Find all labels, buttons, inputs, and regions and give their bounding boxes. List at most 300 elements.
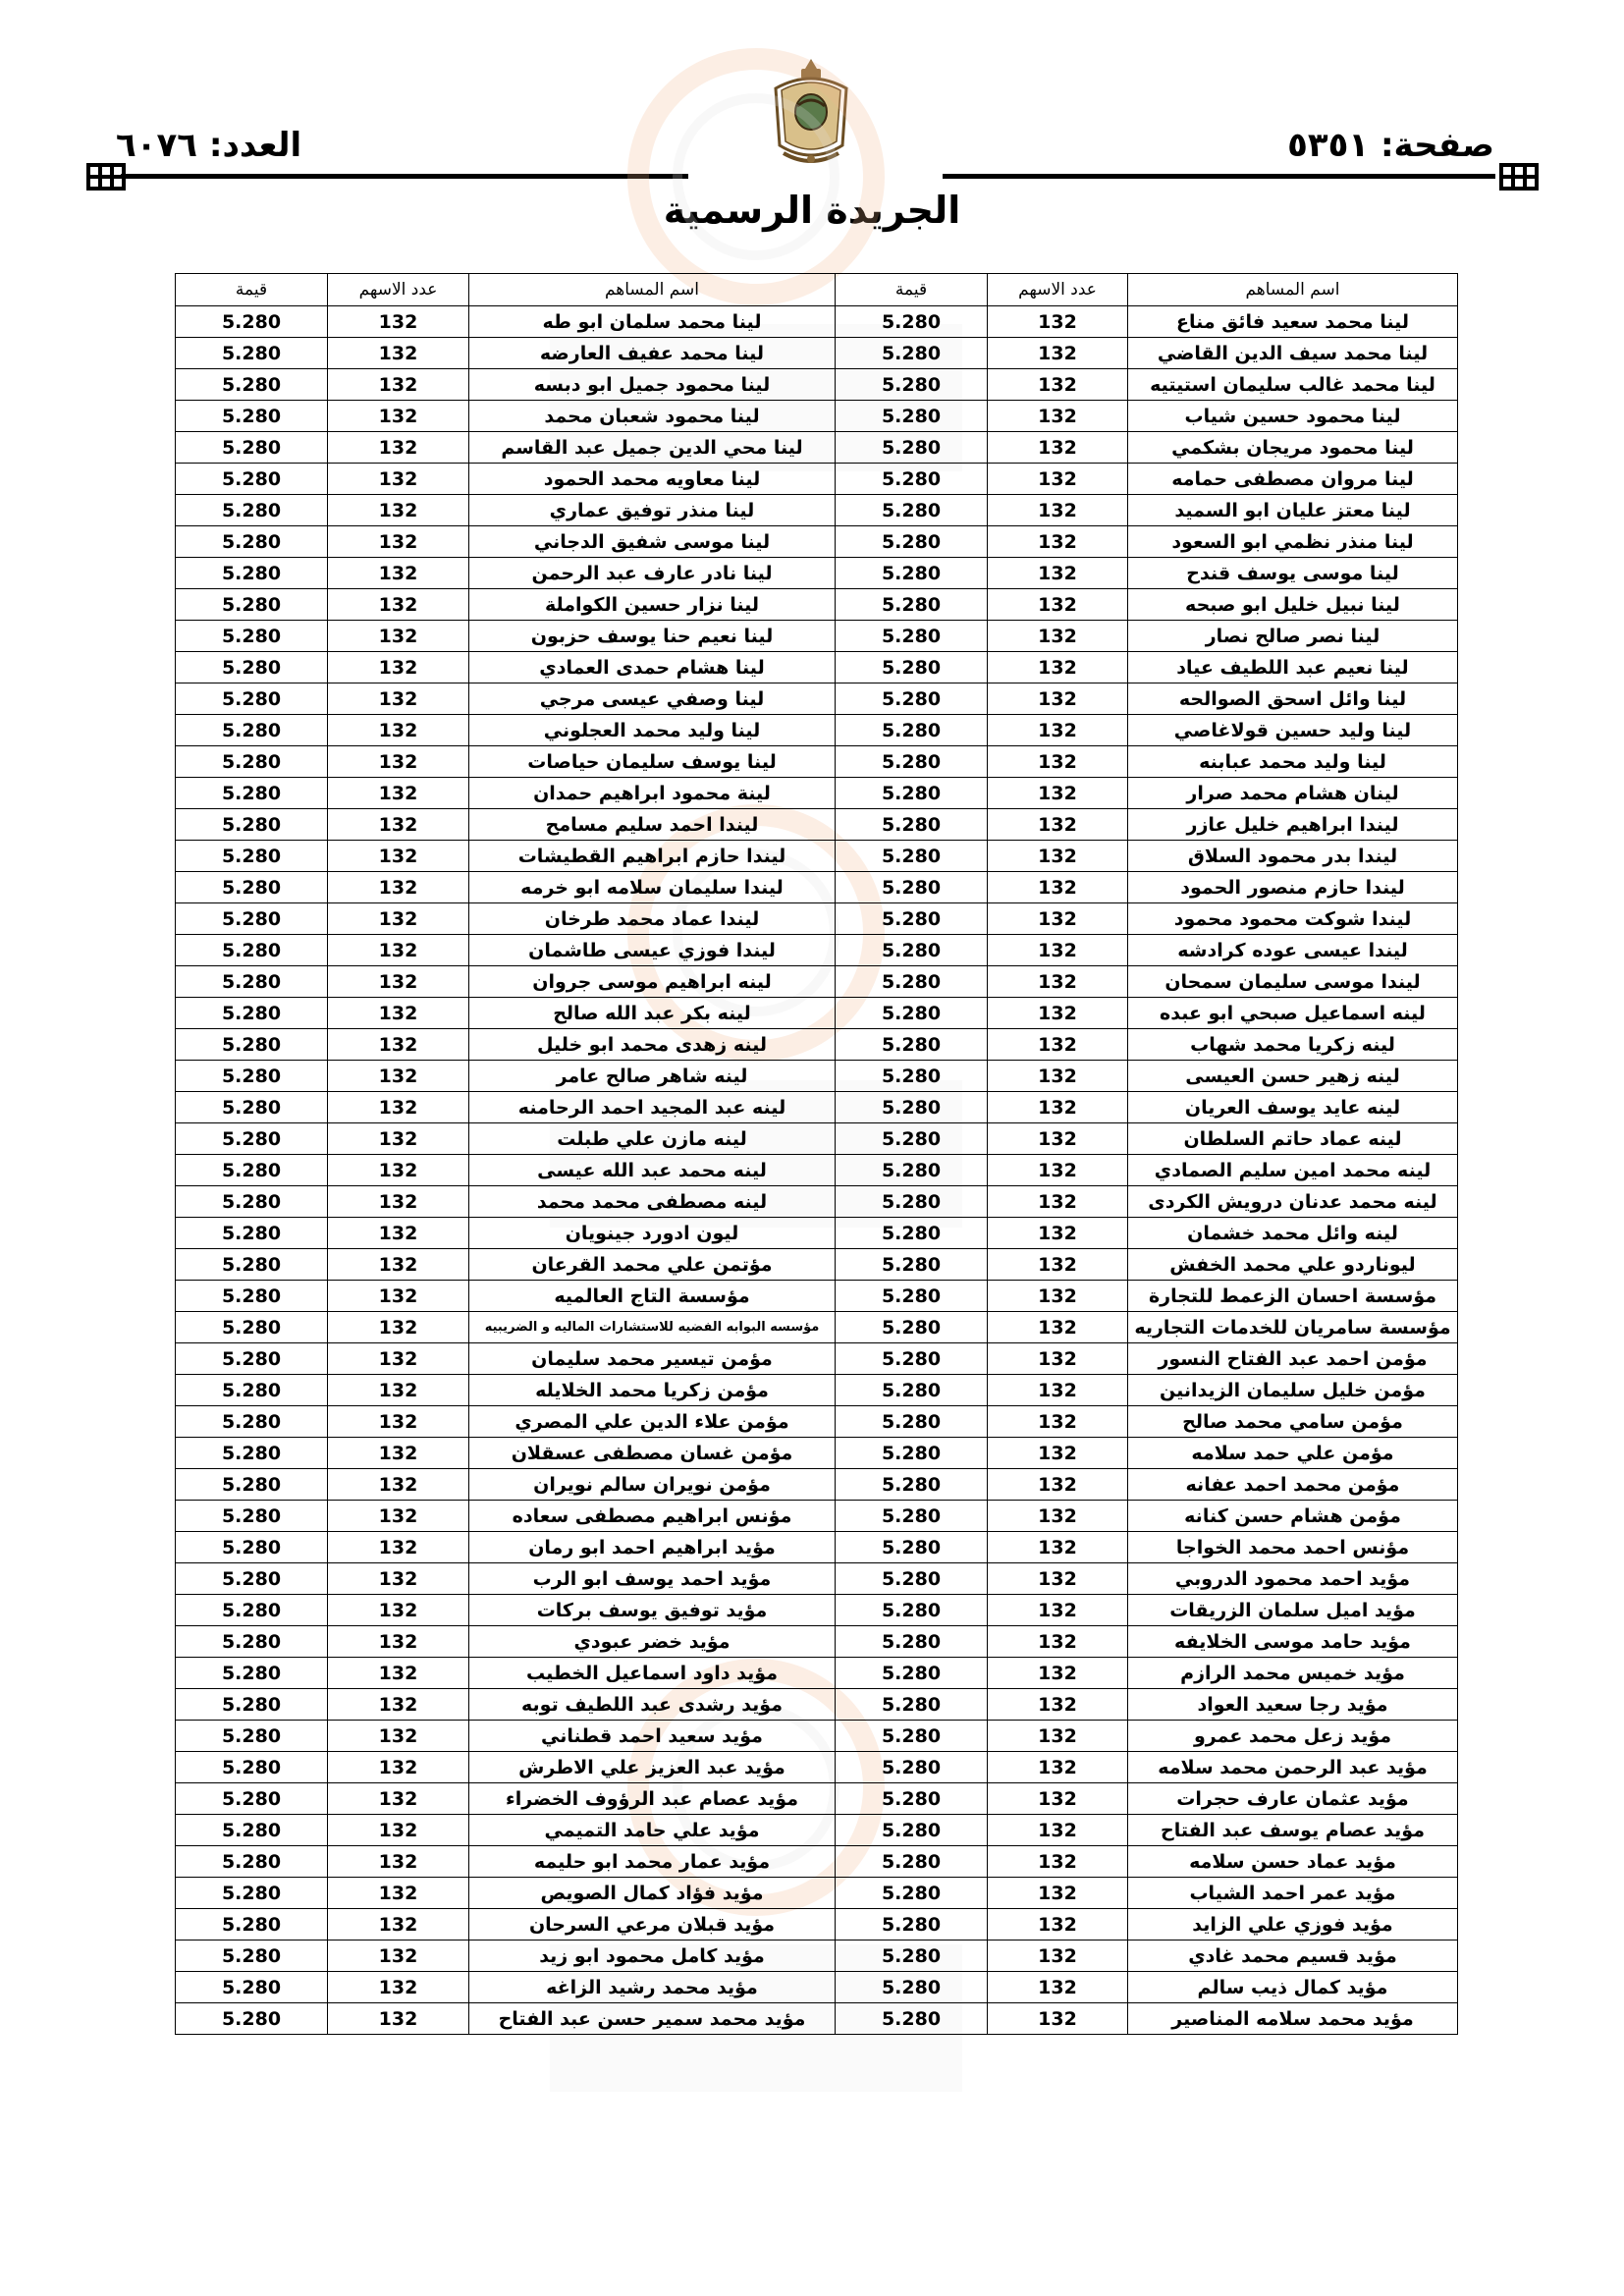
cell-name: ليندا موسى سليمان سمحان (1128, 966, 1458, 998)
cell-name: لينا منذر توفيق عماري (469, 495, 836, 526)
table-row (176, 683, 1458, 715)
cell-name: لينا نبيل خليل ابو صبحه (1128, 589, 1458, 621)
cell-value: 5.280 (836, 935, 988, 966)
cell-name: ليندا شوكت محمود محمود (1128, 903, 1458, 935)
cell-count: 132 (988, 1092, 1128, 1123)
cell-value: 5.280 (176, 1501, 328, 1532)
cell-count: 132 (988, 1909, 1128, 1941)
cell-name: لينه اسماعيل صبحي ابو عبده (1128, 998, 1458, 1029)
table-row (176, 1155, 1458, 1186)
cell-count: 132 (328, 1469, 469, 1501)
cell-name: مؤسسة التاج العالميه (469, 1281, 836, 1312)
cell-name: مؤيد خضر عبودي (469, 1626, 836, 1658)
cell-name: مؤيد عصام يوسف عبد الفتاح (1128, 1815, 1458, 1846)
table-row (176, 1689, 1458, 1721)
cell-name: لينا معاويه محمد الحمود (469, 464, 836, 495)
table-row (176, 841, 1458, 872)
cell-count: 132 (328, 526, 469, 558)
cell-name: لينه زهدى محمد ابو خليل (469, 1029, 836, 1061)
cell-name: مؤيد حامد موسى الخلايفه (1128, 1626, 1458, 1658)
column-header-count: عدد الاسهم (328, 274, 469, 306)
table-row (176, 966, 1458, 998)
table-row (176, 1941, 1458, 1972)
cell-value: 5.280 (836, 1752, 988, 1783)
cell-name: لينه زهير حسن العيسى (1128, 1061, 1458, 1092)
cell-name: لينا محمد سيف الدين القاضي (1128, 338, 1458, 369)
cell-value: 5.280 (836, 1532, 988, 1563)
table-row (176, 589, 1458, 621)
cell-value: 5.280 (836, 1595, 988, 1626)
table-row (176, 903, 1458, 935)
cell-count: 132 (988, 1249, 1128, 1281)
cell-count: 132 (328, 1815, 469, 1846)
table-row (176, 621, 1458, 652)
cell-name: لينه مازن علي طبلت (469, 1123, 836, 1155)
cell-count: 132 (988, 1438, 1128, 1469)
cell-value: 5.280 (176, 306, 328, 338)
cell-value: 5.280 (836, 1878, 988, 1909)
cell-count: 132 (328, 935, 469, 966)
cell-count: 132 (328, 1972, 469, 2003)
cell-name: مؤيد عماد حسن سلامه (1128, 1846, 1458, 1878)
cell-name: مؤسسة سامريان للخدمات التجاريه (1128, 1312, 1458, 1343)
cell-count: 132 (328, 1752, 469, 1783)
cell-name: مؤمن علاء الدين علي المصري (469, 1406, 836, 1438)
cell-value: 5.280 (176, 1218, 328, 1249)
cell-value: 5.280 (836, 809, 988, 841)
cell-count: 132 (328, 1343, 469, 1375)
cell-value: 5.280 (176, 1846, 328, 1878)
cell-count: 132 (988, 1689, 1128, 1721)
cell-count: 132 (328, 872, 469, 903)
cell-count: 132 (988, 715, 1128, 746)
table-row (176, 1783, 1458, 1815)
cell-name: مؤيد ابراهيم احمد ابو رمان (469, 1532, 836, 1563)
cell-count: 132 (328, 1595, 469, 1626)
cell-name: ليون ادورد جينويان (469, 1218, 836, 1249)
cell-count: 132 (988, 1721, 1128, 1752)
cell-name: لينا نصر صالح نصار (1128, 621, 1458, 652)
cell-value: 5.280 (176, 1281, 328, 1312)
cell-value: 5.280 (176, 1563, 328, 1595)
cell-count: 132 (328, 306, 469, 338)
table-row (176, 935, 1458, 966)
cell-value: 5.280 (836, 589, 988, 621)
cell-value: 5.280 (836, 1092, 988, 1123)
cell-count: 132 (328, 1501, 469, 1532)
cell-count: 132 (988, 652, 1128, 683)
cell-count: 132 (328, 809, 469, 841)
cell-value: 5.280 (176, 526, 328, 558)
cell-count: 132 (988, 526, 1128, 558)
cell-value: 5.280 (176, 1438, 328, 1469)
table-row (176, 338, 1458, 369)
cell-value: 5.280 (836, 1123, 988, 1155)
cell-count: 132 (328, 1312, 469, 1343)
cell-value: 5.280 (836, 903, 988, 935)
cell-count: 132 (988, 1941, 1128, 1972)
table-row (176, 1815, 1458, 1846)
cell-count: 132 (988, 903, 1128, 935)
cell-name: مؤيد داود اسماعيل الخطيب (469, 1658, 836, 1689)
issue-number: العدد: ٦٠٧٦ (116, 126, 302, 165)
table-row (176, 1626, 1458, 1658)
cell-name: لينا محمد غالب سليمان استيتيه (1128, 369, 1458, 401)
newspaper-title: الجريدة الرسمية (663, 189, 961, 232)
table-row (176, 401, 1458, 432)
cell-name: مؤيد رجا سعيد العواد (1128, 1689, 1458, 1721)
cell-count: 132 (328, 338, 469, 369)
cell-count: 132 (328, 998, 469, 1029)
cell-name: مؤمن سامي محمد صالح (1128, 1406, 1458, 1438)
cell-name: مؤيد سعيد احمد قطناني (469, 1721, 836, 1752)
cell-count: 132 (988, 1029, 1128, 1061)
cell-count: 132 (988, 432, 1128, 464)
cell-count: 132 (988, 1972, 1128, 2003)
cell-name: ليندا حازم منصور الحمود (1128, 872, 1458, 903)
cell-count: 132 (328, 401, 469, 432)
cell-name: لينه شاهر صالح عامر (469, 1061, 836, 1092)
cell-name: مؤمن نويران سالم نويران (469, 1469, 836, 1501)
cell-name: مؤسسة احسان الزعمط للتجارة (1128, 1281, 1458, 1312)
cell-count: 132 (988, 621, 1128, 652)
table-row (176, 2003, 1458, 2035)
table-row (176, 432, 1458, 464)
cell-name: مؤيد عصام عبد الرؤوف الخضراء (469, 1783, 836, 1815)
cell-count: 132 (988, 1626, 1128, 1658)
cell-name: مؤيد عثمان عارف حجرات (1128, 1783, 1458, 1815)
cell-count: 132 (988, 1846, 1128, 1878)
cell-value: 5.280 (176, 1123, 328, 1155)
cell-count: 132 (328, 1941, 469, 1972)
cell-count: 132 (988, 841, 1128, 872)
cell-value: 5.280 (176, 1532, 328, 1563)
table-row (176, 1249, 1458, 1281)
page-header (0, 0, 1624, 265)
cell-name: لينا محمود شعبان محمد (469, 401, 836, 432)
cell-name: لينان هشام محمد صرار (1128, 778, 1458, 809)
cell-count: 132 (988, 1595, 1128, 1626)
cell-name: ليندا عماد محمد طرخان (469, 903, 836, 935)
cell-value: 5.280 (836, 1563, 988, 1595)
cell-name: لينا وائل اسحق الصوالحه (1128, 683, 1458, 715)
cell-value: 5.280 (176, 432, 328, 464)
cell-value: 5.280 (176, 652, 328, 683)
cell-count: 132 (328, 1563, 469, 1595)
cell-value: 5.280 (836, 464, 988, 495)
cell-name: مؤتمن علي محمد القرعان (469, 1249, 836, 1281)
cell-count: 132 (328, 1721, 469, 1752)
cell-value: 5.280 (836, 1406, 988, 1438)
table-row (176, 872, 1458, 903)
cell-value: 5.280 (176, 589, 328, 621)
cell-name: لينة محمود ابراهيم حمدان (469, 778, 836, 809)
cell-value: 5.280 (836, 1218, 988, 1249)
cell-name: مؤيد عبد العزيز علي الاطرش (469, 1752, 836, 1783)
cell-value: 5.280 (836, 998, 988, 1029)
cell-count: 132 (988, 589, 1128, 621)
cell-name: لينا موسى شفيق الدجاني (469, 526, 836, 558)
cell-count: 132 (988, 1343, 1128, 1375)
cell-count: 132 (988, 1783, 1128, 1815)
table-row (176, 715, 1458, 746)
cell-value: 5.280 (176, 1343, 328, 1375)
cell-value: 5.280 (836, 1689, 988, 1721)
table-row (176, 1595, 1458, 1626)
cell-count: 132 (328, 1658, 469, 1689)
cell-value: 5.280 (176, 1721, 328, 1752)
cell-value: 5.280 (836, 558, 988, 589)
cell-count: 132 (988, 1186, 1128, 1218)
cell-name: لينه محمد عدنان درويش الكردى (1128, 1186, 1458, 1218)
cell-count: 132 (988, 998, 1128, 1029)
cell-value: 5.280 (176, 1815, 328, 1846)
cell-count: 132 (328, 652, 469, 683)
cell-count: 132 (328, 1092, 469, 1123)
cell-value: 5.280 (176, 1029, 328, 1061)
coat-of-arms-icon (764, 55, 858, 173)
cell-name: مؤيد احمد يوسف ابو الرب (469, 1563, 836, 1595)
cell-value: 5.280 (836, 1438, 988, 1469)
cell-name: مؤيد عبد الرحمن محمد سلامه (1128, 1752, 1458, 1783)
cell-count: 132 (328, 369, 469, 401)
table-row (176, 1752, 1458, 1783)
cell-count: 132 (988, 1218, 1128, 1249)
cell-value: 5.280 (836, 683, 988, 715)
cell-value: 5.280 (836, 495, 988, 526)
cell-value: 5.280 (836, 1626, 988, 1658)
cell-value: 5.280 (836, 401, 988, 432)
cell-count: 132 (988, 306, 1128, 338)
cell-count: 132 (988, 558, 1128, 589)
cell-count: 132 (988, 1123, 1128, 1155)
cell-value: 5.280 (836, 1972, 988, 2003)
cell-count: 132 (328, 1375, 469, 1406)
cell-count: 132 (328, 1249, 469, 1281)
cell-name: مؤيد فوزي علي الزايد (1128, 1909, 1458, 1941)
cell-value: 5.280 (176, 1658, 328, 1689)
cell-value: 5.280 (176, 1878, 328, 1909)
cell-value: 5.280 (176, 778, 328, 809)
cell-count: 132 (328, 746, 469, 778)
cell-value: 5.280 (176, 1972, 328, 2003)
cell-value: 5.280 (176, 1155, 328, 1186)
cell-value: 5.280 (836, 1186, 988, 1218)
cell-value: 5.280 (176, 746, 328, 778)
table-row (176, 746, 1458, 778)
cell-value: 5.280 (176, 998, 328, 1029)
cell-name: مؤنس ابراهيم مصطفى سعاده (469, 1501, 836, 1532)
table-row (176, 1029, 1458, 1061)
table-row (176, 1909, 1458, 1941)
cell-name: مؤيد فؤاد كمال الصويص (469, 1878, 836, 1909)
cell-value: 5.280 (176, 2003, 328, 2035)
cell-value: 5.280 (176, 1249, 328, 1281)
cell-value: 5.280 (176, 1186, 328, 1218)
cell-name: لينا معتز عليان ابو السميد (1128, 495, 1458, 526)
cell-count: 132 (988, 464, 1128, 495)
cell-value: 5.280 (836, 1312, 988, 1343)
cell-value: 5.280 (176, 369, 328, 401)
cell-name: مؤيد علي حامد التميمي (469, 1815, 836, 1846)
cell-name: مؤنس احمد محمد الخواجا (1128, 1532, 1458, 1563)
cell-value: 5.280 (176, 966, 328, 998)
cell-value: 5.280 (836, 432, 988, 464)
table-row (176, 998, 1458, 1029)
cell-count: 132 (328, 1783, 469, 1815)
cell-name: لينا محمود مريجان بشكمي (1128, 432, 1458, 464)
cell-count: 132 (328, 464, 469, 495)
cell-count: 132 (328, 558, 469, 589)
table-row (176, 778, 1458, 809)
cell-name: مؤمن هشام حسن كنانه (1128, 1501, 1458, 1532)
cell-name: مؤيد عمار محمد ابو حليمه (469, 1846, 836, 1878)
cell-value: 5.280 (836, 306, 988, 338)
table-row (176, 306, 1458, 338)
cell-value: 5.280 (176, 558, 328, 589)
cell-name: مؤيد توفيق يوسف بركات (469, 1595, 836, 1626)
cell-count: 132 (988, 1752, 1128, 1783)
header-rule-right (943, 174, 1495, 179)
cell-count: 132 (988, 1501, 1128, 1532)
cell-count: 132 (988, 1061, 1128, 1092)
cell-count: 132 (988, 401, 1128, 432)
cell-name: لينا محمد عفيف العارضه (469, 338, 836, 369)
cell-name: لينه محمد عبد الله عيسى (469, 1155, 836, 1186)
cell-name: مؤيد محمد سمير حسن عبد الفتاح (469, 2003, 836, 2035)
cell-value: 5.280 (836, 1783, 988, 1815)
cell-value: 5.280 (836, 526, 988, 558)
cell-value: 5.280 (836, 841, 988, 872)
cell-value: 5.280 (836, 1061, 988, 1092)
cell-count: 132 (988, 1155, 1128, 1186)
cell-name: لينه ابراهيم موسى جروان (469, 966, 836, 998)
cell-name: لينا وليد حسين قولاغاصي (1128, 715, 1458, 746)
table-row (176, 1375, 1458, 1406)
cell-value: 5.280 (176, 495, 328, 526)
cell-name: لينا محمود حسين شياب (1128, 401, 1458, 432)
cell-count: 132 (988, 2003, 1128, 2035)
table-row (176, 1532, 1458, 1563)
cell-count: 132 (328, 778, 469, 809)
cell-count: 132 (328, 841, 469, 872)
table-row (176, 1312, 1458, 1343)
cell-value: 5.280 (836, 1281, 988, 1312)
cell-value: 5.280 (836, 2003, 988, 2035)
cell-name: مؤيد عمر احمد الشياب (1128, 1878, 1458, 1909)
cell-name: مؤيد رشدى عبد اللطيف توبه (469, 1689, 836, 1721)
cell-name: ليندا فوزي عيسى طاشمان (469, 935, 836, 966)
cell-count: 132 (988, 369, 1128, 401)
cell-name: لينه بكر عبد الله صالح (469, 998, 836, 1029)
cell-name: لينا وليد محمد عبابنه (1128, 746, 1458, 778)
cell-count: 132 (988, 809, 1128, 841)
cell-count: 132 (328, 1186, 469, 1218)
cell-value: 5.280 (836, 966, 988, 998)
cell-count: 132 (988, 935, 1128, 966)
cell-count: 132 (328, 2003, 469, 2035)
cell-name: ليوناردو علي محمد الخفش (1128, 1249, 1458, 1281)
table-row (176, 1123, 1458, 1155)
table-row (176, 369, 1458, 401)
cell-name: مؤيد احمد محمود الدروبي (1128, 1563, 1458, 1595)
cell-value: 5.280 (836, 872, 988, 903)
cell-name: لينا نادر عارف عبد الرحمن (469, 558, 836, 589)
cell-value: 5.280 (176, 935, 328, 966)
cell-name: مؤمن خليل سليمان الزيدانين (1128, 1375, 1458, 1406)
cell-name: مؤيد قسيم محمد غادي (1128, 1941, 1458, 1972)
cell-name: لينا وليد محمد العجلوني (469, 715, 836, 746)
cell-count: 132 (988, 1815, 1128, 1846)
cell-value: 5.280 (176, 338, 328, 369)
cell-value: 5.280 (176, 1375, 328, 1406)
table-row (176, 1563, 1458, 1595)
cell-name: ليندا ابراهيم خليل عازر (1128, 809, 1458, 841)
cell-count: 132 (988, 1406, 1128, 1438)
table-row (176, 1972, 1458, 2003)
table-row (176, 1061, 1458, 1092)
cell-count: 132 (988, 1469, 1128, 1501)
cell-name: لينه عبد المجيد احمد الرحامنه (469, 1092, 836, 1123)
cell-name: لينه مصطفى محمد محمد (469, 1186, 836, 1218)
table-row (176, 1501, 1458, 1532)
cell-name: لينا منذر نظمي ابو السعود (1128, 526, 1458, 558)
cell-count: 132 (328, 1878, 469, 1909)
table-row (176, 1878, 1458, 1909)
cell-value: 5.280 (836, 1029, 988, 1061)
table-row (176, 1343, 1458, 1375)
cell-name: مؤمن احمد عبد الفتاح النسور (1128, 1343, 1458, 1375)
cell-value: 5.280 (176, 1469, 328, 1501)
cell-name: ليندا عيسى عوده كرادشه (1128, 935, 1458, 966)
cell-value: 5.280 (836, 369, 988, 401)
cell-value: 5.280 (176, 715, 328, 746)
cell-count: 132 (328, 1155, 469, 1186)
cell-value: 5.280 (836, 1469, 988, 1501)
cell-value: 5.280 (836, 1658, 988, 1689)
table-row (176, 1218, 1458, 1249)
header-rule-left (121, 174, 688, 179)
cell-value: 5.280 (836, 652, 988, 683)
shareholders-table (175, 273, 1458, 2035)
column-header-value: قيمة (176, 274, 328, 306)
cell-count: 132 (988, 746, 1128, 778)
cell-value: 5.280 (836, 1815, 988, 1846)
cell-name: لينا محي الدين جميل عبد القاسم (469, 432, 836, 464)
cell-name: لينا مروان مصطفى حمامه (1128, 464, 1458, 495)
cell-count: 132 (328, 1061, 469, 1092)
cell-count: 132 (328, 1281, 469, 1312)
cell-count: 132 (328, 1029, 469, 1061)
cell-name: لينا محمد سعيد فائق مناع (1128, 306, 1458, 338)
table-row (176, 1658, 1458, 1689)
cell-name: ليندا حازم ابراهيم القطيشات (469, 841, 836, 872)
cell-value: 5.280 (836, 1846, 988, 1878)
cell-name: مؤيد قبلان مرعي السرحان (469, 1909, 836, 1941)
table-header-row (176, 274, 1458, 306)
cell-value: 5.280 (176, 621, 328, 652)
cell-value: 5.280 (176, 872, 328, 903)
cell-count: 132 (988, 683, 1128, 715)
cell-name: مؤمن غسان مصطفى عسقلان (469, 1438, 836, 1469)
table-row (176, 558, 1458, 589)
cell-count: 132 (988, 1281, 1128, 1312)
cell-name: مؤمن محمد احمد عفانه (1128, 1469, 1458, 1501)
cell-value: 5.280 (836, 1721, 988, 1752)
cell-count: 132 (988, 1878, 1128, 1909)
cell-value: 5.280 (836, 1909, 988, 1941)
cell-name: مؤمن تيسير محمد سليمان (469, 1343, 836, 1375)
